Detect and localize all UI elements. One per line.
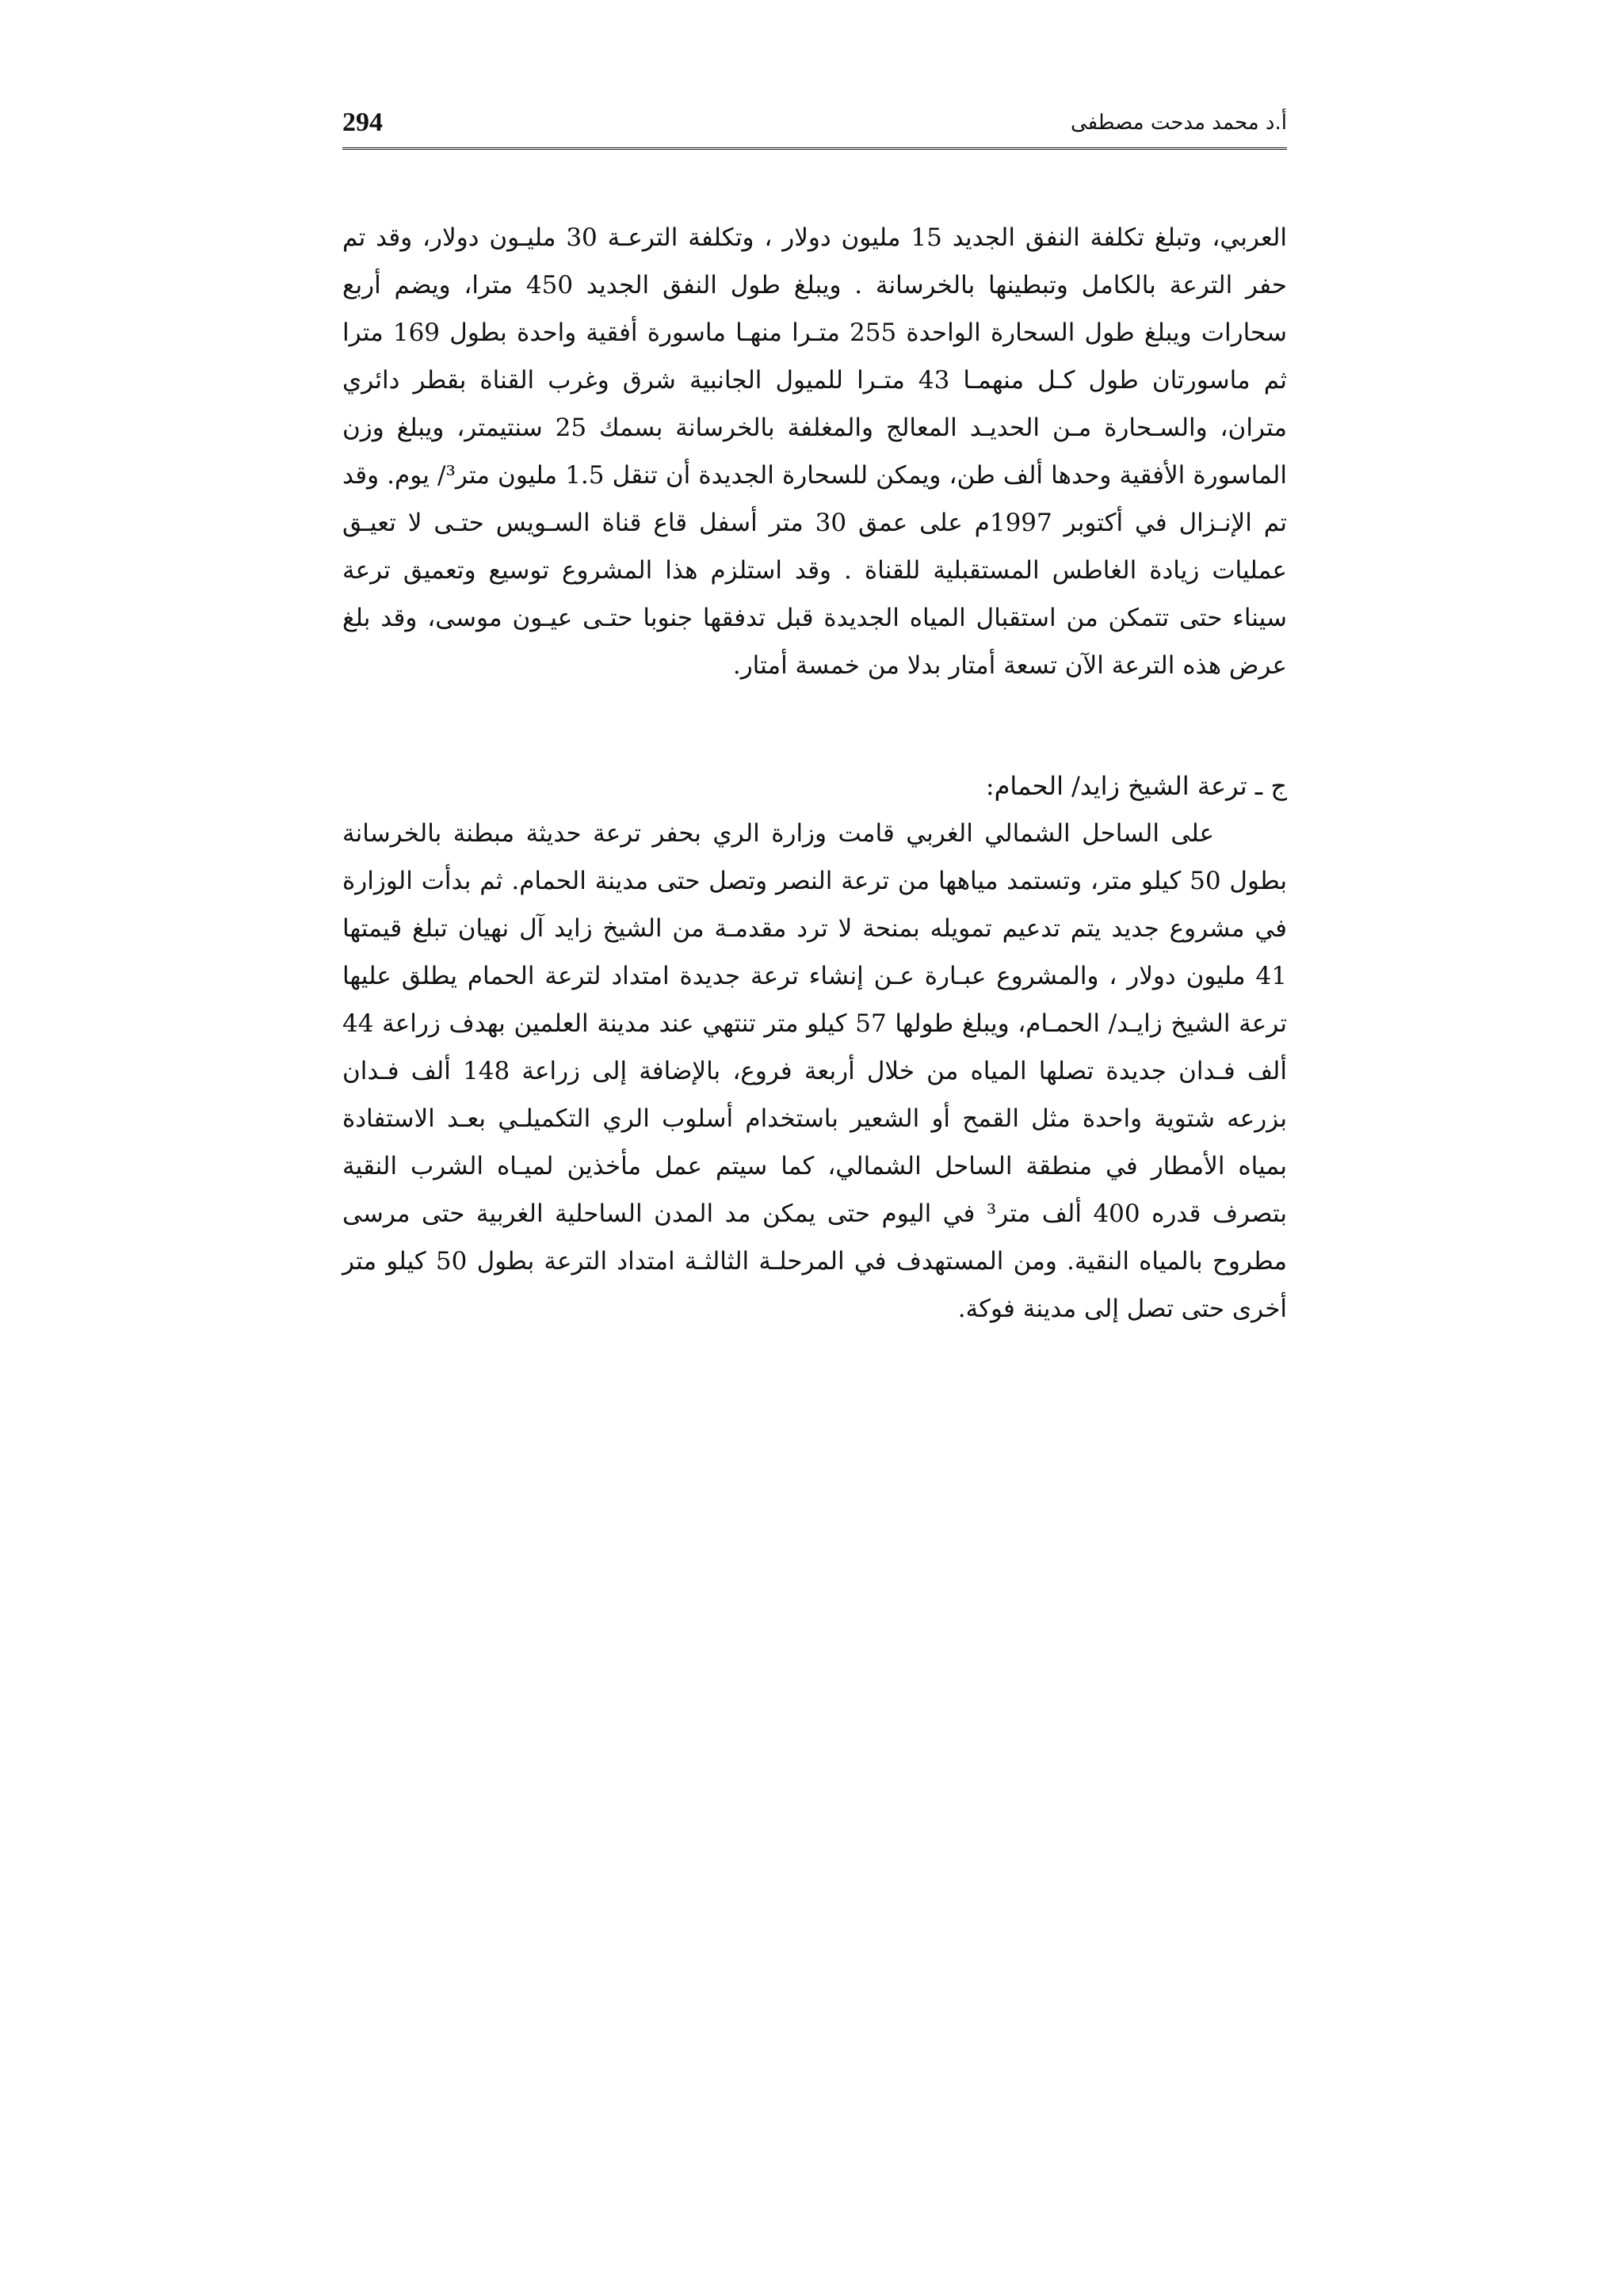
paragraph-1: العربي، وتبلغ تكلفة النفق الجديد 15 مليون دولار ، وتكلفة الترعـة 30 مليـون دولار، وقد تم حفر الترعة بالكامل وتبطينها بالخرسانة . ويبلغ طول النفق الجديد 450 مترا، ويضم أربع سحارات ويبلغ طول السحارة الواحدة 255 متـرا منهـا ماسورة أفقية واحدة بطول 169 مترا ثم ماسورتان طول كـل منهمـا 43 متـرا للميول الجانبية شرق وغرب القناة بقطر دائري متران، والسـحارة مـن الحديـد المعالج والمغلفة بالخرسانة بسمك 25 سنتيمتر، ويبلغ وزن الماسورة الأفقية وحدها ألف طن، ويمكن للسحارة الجديدة أن تنقل 1.5 مليون متر³/ يوم. وقد تم الإنـزال في أكتوبر 1997م على عمق 30 متر أسفل قاع قناة السـويس حتـى لا تعيـق عمليات زيادة الغاطس المستقبلية للقناة . وقد استلزم هذا المشروع توسيع وتعميق ترعة سيناء حتى تتمكن من استقبال المياه الجديدة قبل تدفقها جنوبا حتـى عيـون موسى، وقد بلغ عرض هذه الترعة الآن تسعة أمتار بدلا من خمسة أمتار. (342, 223, 1287, 680)
header-rule (342, 147, 1287, 150)
body-text (342, 214, 1287, 1333)
paragraph-2: على الساحل الشمالي الغربي قامت وزارة الري بحفر ترعة حديثة مبطنة بالخرسانة بطول 50 كيلو متر، وتستمد مياهها من ترعة النصر وتصل حتى مدينة الحمام. ثم بدأت الوزارة في مشروع جديد يتم تدعيم تمويله بمنحة لا ترد مقدمـة من الشيخ زايد آل نهيان تبلغ قيمتها 41 مليون دولار ، والمشروع عبـارة عـن إنشاء ترعة جديدة امتداد لترعة الحمام يطلق عليها ترعة الشيخ زايـد/ الحمـام، ويبلغ طولها 57 كيلو متر تنتهي عند مدينة العلمين بهدف زراعة 44 ألف فـدان جديدة تصلها المياه من خلال أربعة فروع، بالإضافة إلى زراعة 148 ألف فـدان بزرعه شتوية واحدة مثل القمح أو الشعير باستخدام أسلوب الري التكميلـي بعـد الاستفادة بمياه الأمطار في منطقة الساحل الشمالي، كما سيتم عمل مأخذين لميـاه الشرب النقية بتصرف قدره 400 ألف متر³ في اليوم حتى يمكن مد المدن الساحلية الغربية حتى مرسى مطروح بالمياه النقية. ومن المستهدف في المرحلـة الثالثـة امتداد الترعة بطول 50 كيلو متر أخرى حتى تصل إلى مدينة فوكة. (342, 819, 1288, 1323)
section-heading: ج ـ ترعة الشيخ زايد/ الحمام: (985, 771, 1287, 801)
page-header (342, 105, 1287, 141)
page-number: 294 (342, 108, 383, 137)
running-head: أ.د محمد مدحت مصطفى (1070, 111, 1287, 135)
